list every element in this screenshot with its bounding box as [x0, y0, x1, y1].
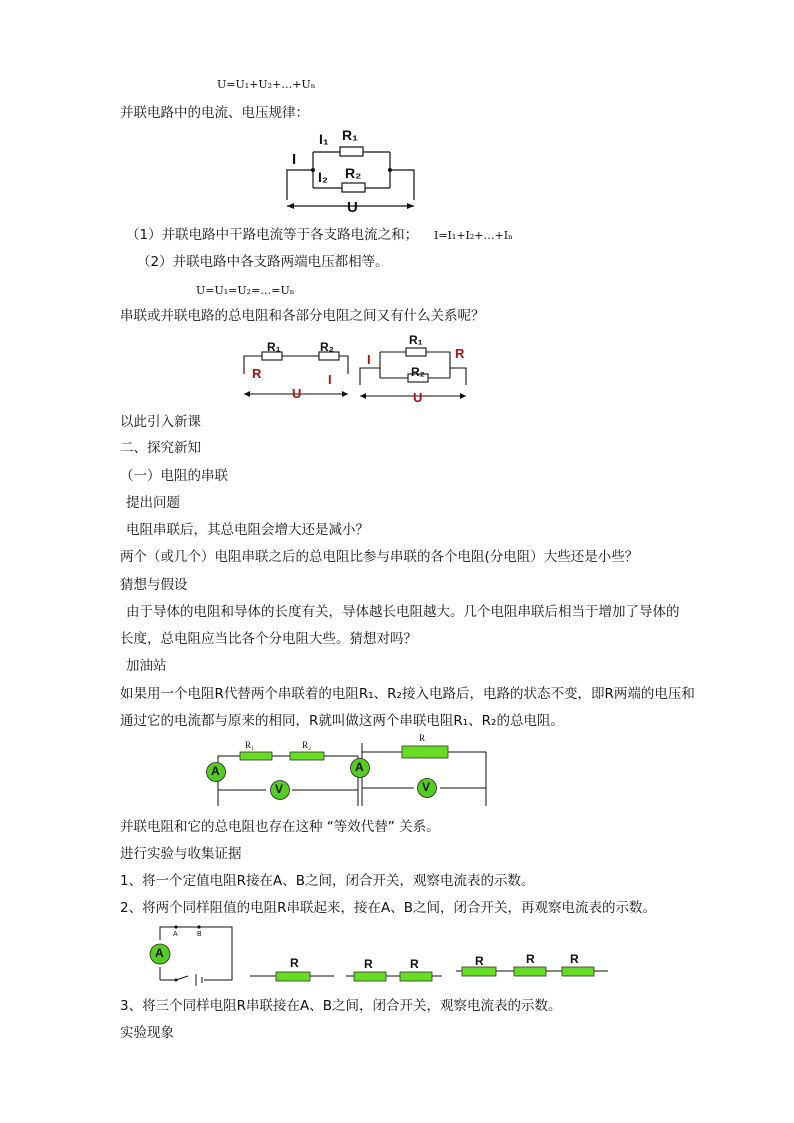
fig3-label-r2: R₂	[302, 740, 312, 750]
equivalence-line: 并联电阻和它的总电阻也存在这种 “等效代替” 关系。	[120, 819, 440, 835]
station-paragraph-line2: 通过它的电流都与原来的相同，R就叫做这两个串联电阻R₁、R₂的总电阻。	[120, 713, 564, 729]
chain1-r-label: R	[290, 956, 299, 970]
fig1-label-i: I	[292, 151, 297, 168]
question: 串联或并联电路的总电阻和各部分电阻之间又有什么关系呢？	[120, 308, 485, 324]
subsection-heading: （一）电阻的串联	[120, 468, 228, 484]
fig1-label-u: U	[347, 199, 358, 216]
rule2-text: （2）并联电路中各支路两端电压都相等。	[137, 254, 389, 270]
guess-paragraph-line1: 由于导体的电阻和导体的长度有关，导体越长电阻越大。几个电阻串联后相当于增加了导体的	[126, 604, 680, 620]
rule1-formula: I=I₁+I₂+…+Iₙ	[434, 229, 513, 242]
rule1-text: （1）并联电路中干路电流等于各支路电流之和；	[126, 227, 419, 243]
guess-paragraph-line2: 长度，总电阻应当比各个分电阻大些。猜想对吗？	[120, 631, 417, 647]
phenomenon-heading: 实验现象	[120, 1025, 174, 1041]
terminal-a-label: A	[173, 931, 178, 938]
chain3-r2-label: R	[526, 952, 535, 966]
fig2a-label-r2: R₂	[320, 340, 334, 354]
step-3: 3、将三个同样电阻R串联接在A、B之间，闭合开关，观察电流表的示数。	[120, 998, 562, 1014]
voltmeter-left-label: V	[275, 782, 284, 796]
station-paragraph-line1: 如果用一个电阻R代替两个串联着的电阻R₁、R₂接入电路后，电路的状态不变，即R两端的电压和	[120, 686, 695, 702]
fig3-label-r1: R₁	[245, 740, 255, 750]
chain2-r1-label: R	[364, 957, 373, 971]
experiment-heading: 进行实验与收集证据	[120, 846, 242, 862]
station-heading: 加油站	[126, 658, 167, 674]
fig2a-label-i: I	[328, 372, 332, 387]
equivalent-resistance-diagram	[200, 738, 492, 810]
chain2-r2-label: R	[410, 957, 419, 971]
chain3-r1-label: R	[475, 954, 484, 968]
formula-parallel-voltage: U=U₁=U₂=…=Uₙ	[196, 284, 295, 297]
question-2: 两个（或几个）电阻串联之后的总电阻比参与串联的各个电阻(分电阻）大些还是小些？	[120, 549, 639, 565]
raise-question: 提出问题	[126, 495, 180, 511]
voltmeter-right-label: V	[422, 780, 431, 794]
fig2a-label-r1: R₁	[267, 340, 281, 354]
chain3-r3-label: R	[570, 952, 579, 966]
intro-line: 以此引入新课	[120, 414, 201, 430]
fig2b-label-r: R	[455, 346, 465, 361]
question-1: 电阻串联后，其总电阻会增大还是减小？	[126, 522, 369, 538]
fig2a-label-r: R	[252, 366, 262, 381]
fig2a-label-u: U	[292, 386, 302, 401]
fig1-label-i1: I₁	[319, 131, 329, 147]
guess-heading: 猜想与假设	[120, 577, 188, 593]
experiment-circuit-diagram	[146, 924, 616, 988]
fig1-label-r1: R₁	[342, 127, 358, 143]
fig1-label-r2: R₂	[345, 165, 362, 181]
fig2b-label-r2: R₂	[411, 365, 425, 379]
terminal-b-label: B	[197, 931, 202, 938]
step-2: 2、将两个同样阻值的电阻R串联起来，接在A、B之间，闭合开关，再观察电流表的示数。	[120, 900, 656, 916]
ammeter-right-label: A	[355, 760, 364, 774]
ammeter-left-label: A	[211, 764, 220, 778]
fig1-label-i2: I₂	[318, 169, 329, 185]
fig3-label-r: R	[419, 733, 426, 743]
fig2b-label-u: U	[413, 390, 423, 405]
experiment-ammeter-label: A	[155, 946, 164, 960]
fig2b-label-i: I	[367, 352, 371, 367]
step-1: 1、将一个定值电阻R接在A、B之间，闭合开关，观察电流表的示数。	[120, 873, 535, 889]
fig2b-label-r1: R₁	[409, 333, 423, 347]
parallel-heading: 并联电路中的电流、电压规律：	[120, 105, 309, 121]
formula-series-voltage: U=U₁+U₂+…+Uₙ	[217, 78, 316, 91]
section-heading: 二、探究新知	[120, 440, 201, 456]
